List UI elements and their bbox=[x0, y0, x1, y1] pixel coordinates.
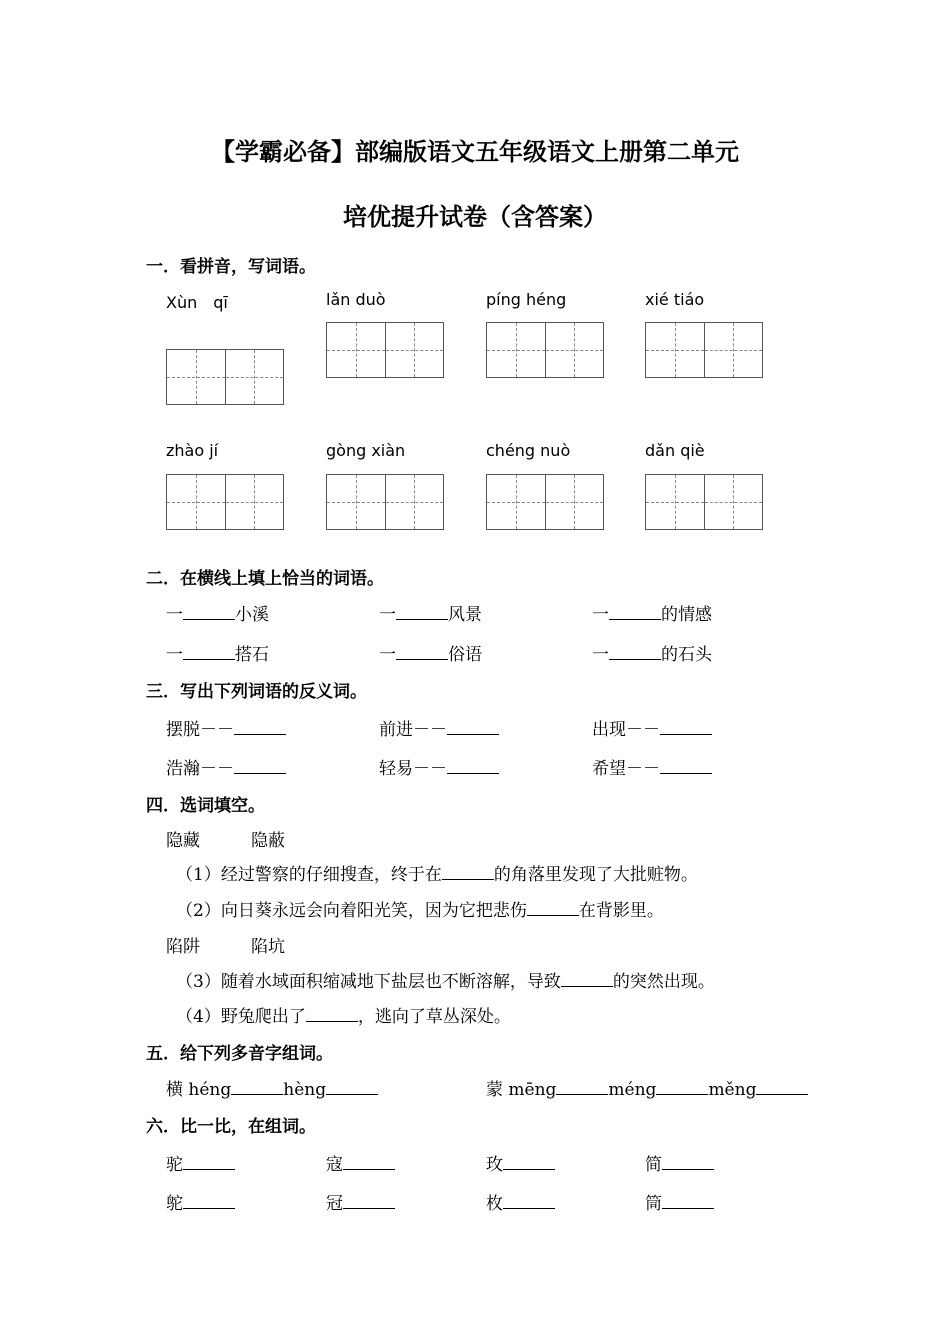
pinyin-label: gòng xiàn bbox=[326, 441, 406, 460]
word-choices: 陷阱 陷坑 bbox=[166, 937, 285, 957]
answer-blank[interactable] bbox=[183, 602, 235, 620]
antonym-item: 轻易－－ bbox=[379, 754, 499, 779]
pinyin-label: xié tiáo bbox=[645, 290, 705, 309]
answer-blank[interactable] bbox=[183, 1152, 235, 1170]
word-choices: 隐藏 隐蔽 bbox=[166, 831, 285, 851]
fill-item: 一 的石头 bbox=[592, 640, 712, 665]
fill-item: 一 搭石 bbox=[166, 640, 269, 665]
compare-item: 鸵 bbox=[166, 1189, 235, 1214]
pinyin-label: Xùn qī bbox=[166, 293, 228, 312]
answer-blank[interactable] bbox=[660, 756, 712, 774]
answer-blank[interactable] bbox=[183, 642, 235, 660]
writing-grid[interactable] bbox=[326, 322, 444, 378]
answer-blank[interactable] bbox=[396, 642, 448, 660]
answer-blank[interactable] bbox=[556, 1077, 608, 1095]
antonym-item: 摆脱－－ bbox=[166, 715, 286, 740]
compare-item: 玫 bbox=[486, 1150, 555, 1175]
antonym-item: 前进－－ bbox=[379, 715, 499, 740]
answer-blank[interactable] bbox=[326, 1077, 378, 1095]
pinyin-label: lǎn duò bbox=[326, 290, 386, 309]
antonym-item: 浩瀚－－ bbox=[166, 754, 286, 779]
page-title-line1: 【学霸必备】部编版语文五年级语文上册第二单元 bbox=[211, 138, 739, 166]
answer-blank[interactable] bbox=[656, 1077, 708, 1095]
answer-blank[interactable] bbox=[662, 1152, 714, 1170]
section5-heading: 五．给下列多音字组词。 bbox=[146, 1044, 333, 1064]
question-4: （4）野兔爬出了 ，逃向了草丛深处。 bbox=[176, 1002, 511, 1027]
answer-blank[interactable] bbox=[527, 898, 579, 916]
answer-blank[interactable] bbox=[503, 1191, 555, 1209]
pinyin-label: zhào jí bbox=[166, 441, 219, 460]
writing-grid[interactable] bbox=[486, 322, 604, 378]
writing-grid[interactable] bbox=[645, 322, 763, 378]
answer-blank[interactable] bbox=[234, 717, 286, 735]
compare-item: 简 bbox=[645, 1150, 714, 1175]
answer-blank[interactable] bbox=[343, 1191, 395, 1209]
answer-blank[interactable] bbox=[306, 1004, 358, 1022]
writing-grid[interactable] bbox=[166, 474, 284, 530]
answer-blank[interactable] bbox=[660, 717, 712, 735]
compare-item: 枚 bbox=[486, 1189, 555, 1214]
answer-blank[interactable] bbox=[561, 969, 613, 987]
answer-blank[interactable] bbox=[756, 1077, 808, 1095]
answer-blank[interactable] bbox=[662, 1191, 714, 1209]
question-1: （1）经过警察的仔细搜查，终于在 的角落里发现了大批赃物。 bbox=[176, 860, 698, 885]
writing-grid[interactable] bbox=[645, 474, 763, 530]
fill-item: 一 风景 bbox=[379, 600, 482, 625]
answer-blank[interactable] bbox=[231, 1077, 283, 1095]
question-3: （3）随着水域面积缩减地下盐层也不断溶解，导致 的突然出现。 bbox=[176, 967, 715, 992]
writing-grid[interactable] bbox=[326, 474, 444, 530]
compare-item: 驼 bbox=[166, 1150, 235, 1175]
answer-blank[interactable] bbox=[343, 1152, 395, 1170]
pinyin-label: chéng nuò bbox=[486, 441, 571, 460]
compare-item: 筒 bbox=[645, 1189, 714, 1214]
fill-item: 一 小溪 bbox=[166, 600, 269, 625]
fill-item: 一 的情感 bbox=[592, 600, 712, 625]
polyphone-item: 横 héng hèng bbox=[166, 1075, 378, 1100]
antonym-item: 出现－－ bbox=[592, 715, 712, 740]
answer-blank[interactable] bbox=[609, 602, 661, 620]
writing-grid[interactable] bbox=[166, 349, 284, 405]
section3-heading: 三．写出下列词语的反义词。 bbox=[146, 682, 367, 702]
pinyin-label: dǎn qiè bbox=[645, 441, 705, 460]
polyphone-item: 蒙 mēng méng měng bbox=[486, 1075, 808, 1100]
answer-blank[interactable] bbox=[503, 1152, 555, 1170]
answer-blank[interactable] bbox=[447, 717, 499, 735]
compare-item: 冠 bbox=[326, 1189, 395, 1214]
page-title-line2: 培优提升试卷（含答案） bbox=[343, 203, 607, 231]
answer-blank[interactable] bbox=[234, 756, 286, 774]
answer-blank[interactable] bbox=[609, 642, 661, 660]
section6-heading: 六．比一比，在组词。 bbox=[146, 1117, 316, 1137]
answer-blank[interactable] bbox=[183, 1191, 235, 1209]
antonym-item: 希望－－ bbox=[592, 754, 712, 779]
answer-blank[interactable] bbox=[442, 862, 494, 880]
fill-item: 一 俗语 bbox=[379, 640, 482, 665]
answer-blank[interactable] bbox=[447, 756, 499, 774]
writing-grid[interactable] bbox=[486, 474, 604, 530]
section4-heading: 四．选词填空。 bbox=[146, 796, 265, 816]
pinyin-label: píng héng bbox=[486, 290, 567, 309]
section1-heading: 一．看拼音，写词语。 bbox=[146, 257, 316, 277]
section2-heading: 二．在横线上填上恰当的词语。 bbox=[146, 569, 384, 589]
answer-blank[interactable] bbox=[396, 602, 448, 620]
compare-item: 寇 bbox=[326, 1150, 395, 1175]
question-2: （2）向日葵永远会向着阳光笑，因为它把悲伤 在背影里。 bbox=[176, 896, 664, 921]
